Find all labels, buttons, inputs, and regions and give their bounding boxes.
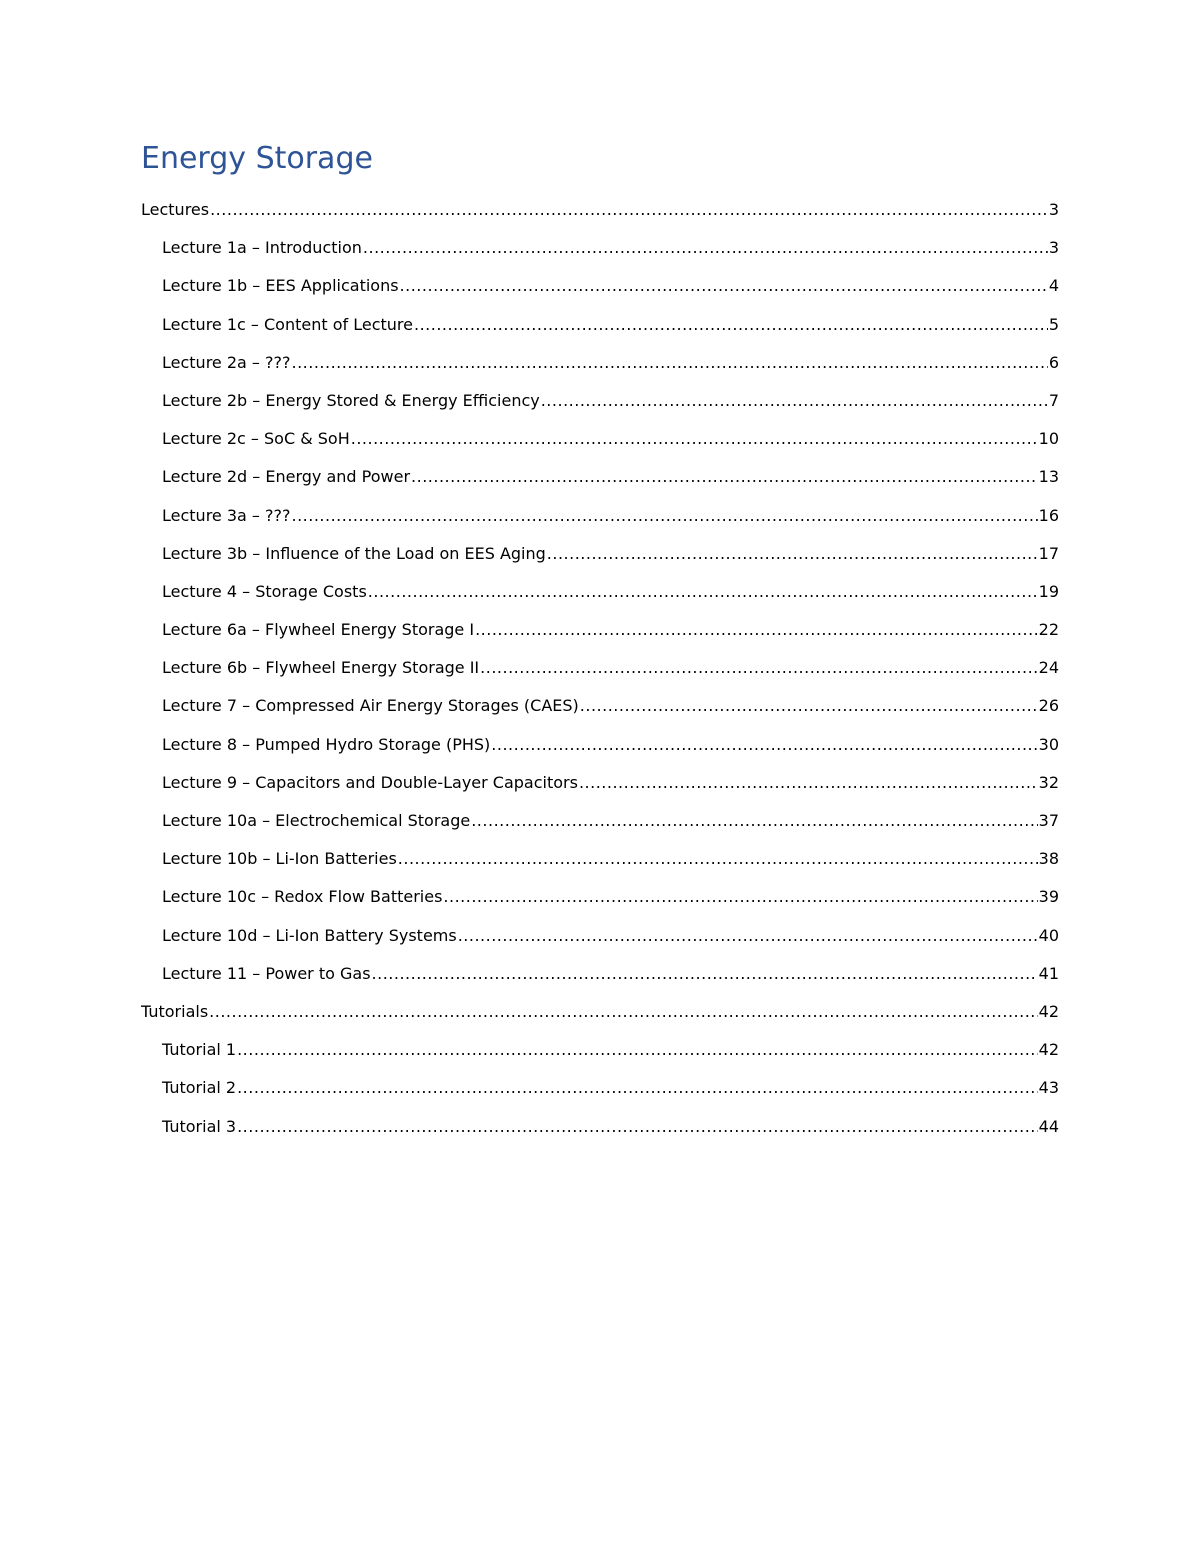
toc-entry-label: Lecture 3a – ??? [162, 505, 291, 525]
toc-dot-leader [458, 922, 1038, 950]
toc-dot-leader [237, 1113, 1038, 1141]
toc-entry-label: Lecture 6b – Flywheel Energy Storage II [162, 658, 480, 678]
toc-dot-leader [398, 845, 1038, 873]
toc-entry-page-number: 44 [1038, 1116, 1059, 1136]
toc-entry-page-number: 39 [1038, 887, 1059, 907]
toc-section-entry[interactable] [141, 998, 1059, 1036]
table-of-contents [141, 196, 1059, 1151]
toc-entry-page-number: 41 [1038, 963, 1059, 983]
toc-entry-label: Lecture 2b – Energy Stored & Energy Efficiency [162, 390, 540, 410]
toc-entry-page-number: 3 [1048, 238, 1059, 258]
toc-entry-page-number: 3 [1048, 200, 1059, 219]
toc-dot-leader [400, 272, 1048, 300]
toc-subsection-entry[interactable] [141, 692, 1059, 730]
toc-entry-page-number: 43 [1038, 1078, 1059, 1098]
toc-entry-page-number: 4 [1048, 276, 1059, 296]
toc-subsection-entry[interactable] [141, 1113, 1059, 1151]
toc-subsection-entry[interactable] [141, 807, 1059, 845]
toc-subsection-entry[interactable] [141, 463, 1059, 501]
toc-entry-page-number: 37 [1038, 811, 1059, 830]
toc-entry-label: Tutorial 2 [162, 1078, 237, 1098]
toc-dot-leader [351, 425, 1038, 453]
toc-subsection-entry[interactable] [141, 883, 1059, 921]
toc-subsection-entry[interactable] [141, 654, 1059, 692]
toc-subsection-entry[interactable] [141, 349, 1059, 387]
toc-entry-page-number: 16 [1038, 505, 1059, 525]
toc-entry-label: Lecture 2d – Energy and Power [162, 467, 411, 487]
toc-entry-label: Tutorial 3 [162, 1116, 237, 1136]
toc-dot-leader [547, 540, 1038, 568]
toc-entry-page-number: 26 [1038, 696, 1059, 716]
toc-entry-page-number: 7 [1048, 390, 1059, 410]
toc-dot-leader [291, 502, 1037, 530]
toc-dot-leader [580, 692, 1038, 720]
toc-dot-leader [237, 1074, 1038, 1102]
toc-entry-page-number: 42 [1038, 1040, 1059, 1060]
toc-entry-label: Lecture 9 – Capacitors and Double-Layer Capacitors [162, 772, 578, 792]
toc-dot-leader [210, 196, 1048, 224]
toc-entry-label: Tutorial 1 [162, 1040, 237, 1060]
toc-subsection-entry[interactable] [141, 845, 1059, 883]
toc-dot-leader [209, 998, 1037, 1026]
toc-dot-leader [411, 463, 1038, 491]
toc-entry-label: Lecture 6a – Flywheel Energy Storage I [162, 620, 475, 640]
toc-dot-leader [579, 769, 1038, 797]
toc-entry-page-number: 24 [1038, 658, 1059, 678]
toc-subsection-entry[interactable] [141, 540, 1059, 578]
toc-subsection-entry[interactable] [141, 1036, 1059, 1074]
toc-entry-label: Lecture 4 – Storage Costs [162, 581, 367, 601]
toc-entry-label: Lecture 1a – Introduction [162, 238, 362, 258]
toc-entry-page-number: 13 [1038, 467, 1059, 487]
toc-dot-leader [541, 387, 1048, 415]
toc-dot-leader [475, 616, 1038, 644]
toc-entry-page-number: 19 [1038, 581, 1059, 601]
toc-dot-leader [480, 654, 1038, 682]
toc-entry-page-number: 17 [1038, 543, 1059, 563]
toc-entry-label: Lecture 10c – Redox Flow Batteries [162, 887, 443, 907]
toc-dot-leader [471, 807, 1037, 835]
toc-entry-page-number: 38 [1038, 849, 1059, 869]
toc-subsection-entry[interactable] [141, 960, 1059, 998]
toc-dot-leader [372, 960, 1038, 988]
toc-subsection-entry[interactable] [141, 425, 1059, 463]
toc-entry-label: Lecture 7 – Compressed Air Energy Storages (CAES) [162, 696, 579, 716]
toc-subsection-entry[interactable] [141, 1074, 1059, 1112]
toc-entry-label: Lecture 1b – EES Applications [162, 276, 399, 296]
toc-subsection-entry[interactable] [141, 387, 1059, 425]
toc-dot-leader [291, 349, 1047, 377]
toc-subsection-entry[interactable] [141, 616, 1059, 654]
toc-entry-label: Lecture 1c – Content of Lecture [162, 314, 413, 334]
toc-entry-label: Lecture 3b – Influence of the Load on EES Aging [162, 543, 546, 563]
toc-entry-page-number: 6 [1048, 352, 1059, 372]
toc-entry-page-number: 30 [1038, 734, 1059, 754]
toc-entry-label: Lecture 11 – Power to Gas [162, 963, 371, 983]
toc-subsection-entry[interactable] [141, 234, 1059, 272]
toc-section-entry[interactable] [141, 196, 1059, 234]
toc-entry-page-number: 22 [1038, 620, 1059, 640]
toc-dot-leader [491, 731, 1037, 759]
toc-dot-leader [414, 311, 1048, 339]
toc-entry-label: Lecture 2a – ??? [162, 352, 291, 372]
toc-entry-label: Lecture 10b – Li-Ion Batteries [162, 849, 397, 869]
toc-dot-leader [368, 578, 1038, 606]
toc-subsection-entry[interactable] [141, 272, 1059, 310]
toc-entry-label: Lectures [141, 200, 210, 219]
toc-dot-leader [443, 883, 1037, 911]
toc-subsection-entry[interactable] [141, 311, 1059, 349]
toc-entry-page-number: 32 [1038, 772, 1059, 792]
toc-subsection-entry[interactable] [141, 769, 1059, 807]
toc-entry-page-number: 42 [1038, 1001, 1059, 1021]
document-title: Energy Storage [141, 141, 373, 176]
toc-entry-label: Tutorials [141, 1001, 209, 1021]
toc-entry-label: Lecture 8 – Pumped Hydro Storage (PHS) [162, 734, 491, 754]
toc-dot-leader [237, 1036, 1038, 1064]
toc-subsection-entry[interactable] [141, 922, 1059, 960]
toc-dot-leader [363, 234, 1048, 262]
toc-entry-page-number: 40 [1038, 925, 1059, 945]
toc-subsection-entry[interactable] [141, 731, 1059, 769]
toc-subsection-entry[interactable] [141, 502, 1059, 540]
toc-entry-label: Lecture 10d – Li-Ion Battery Systems [162, 925, 457, 945]
toc-entry-page-number: 5 [1048, 314, 1059, 334]
toc-entry-label: Lecture 10a – Electrochemical Storage [162, 811, 471, 830]
toc-entry-page-number: 10 [1038, 429, 1059, 449]
toc-subsection-entry[interactable] [141, 578, 1059, 616]
toc-entry-label: Lecture 2c – SoC & SoH [162, 429, 350, 449]
